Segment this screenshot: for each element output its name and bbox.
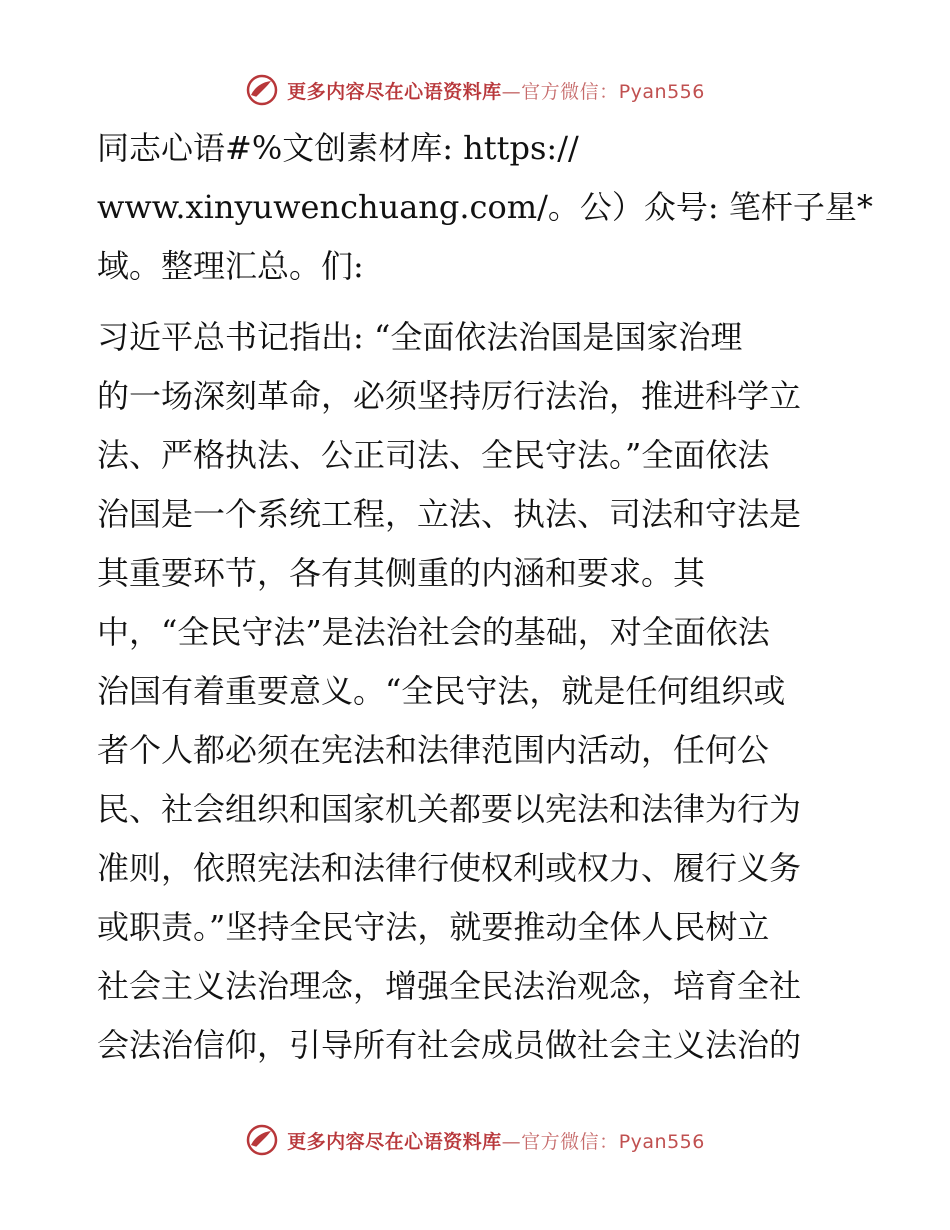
text-line: 治国是一个系统工程，立法、执法、司法和守法是 — [97, 495, 802, 533]
text-line: 民、社会组织和国家机关都要以宪法和法律为行为 — [97, 790, 802, 828]
intro-paragraph — [97, 119, 873, 296]
banner-site-text: 更多内容尽在心语资料库 — [287, 80, 502, 103]
text-line: 同志心语#%文创素材库: https:// — [97, 129, 579, 167]
text-line: 治国有着重要意义。“全民守法，就是任何组织或 — [97, 672, 786, 710]
banner-wechat-id: Pyan556 — [618, 80, 705, 103]
banner-text — [287, 77, 705, 104]
text-line: 会法治信仰，引导所有社会成员做社会主义法治的 — [97, 1026, 802, 1064]
banner-text — [287, 1127, 705, 1154]
text-line: 者个人都必须在宪法和法律范围内活动，任何公 — [97, 731, 770, 769]
text-line: 社会主义法治理念，增强全民法治观念，培育全社 — [97, 967, 802, 1005]
text-line: 习近平总书记指出: “全面依法治国是国家治理 — [97, 318, 743, 356]
text-line: 的一场深刻革命，必须坚持厉行法治，推进科学立 — [97, 377, 802, 415]
banner-official-label: 官方微信： — [521, 80, 619, 103]
text-line: 法、严格执法、公正司法、全民守法。”全面依法 — [97, 436, 770, 474]
banner-dash: — — [501, 80, 522, 103]
banner-wechat-id: Pyan556 — [618, 1130, 705, 1153]
pen-logo-icon — [245, 1123, 279, 1157]
banner-site-text: 更多内容尽在心语资料库 — [287, 1130, 502, 1153]
text-line: 中，“全民守法”是法治社会的基础，对全面依法 — [97, 613, 770, 651]
footer-banner — [0, 1120, 950, 1160]
text-line: www.xinyuwenchuang.com/。公）众号: 笔杆子星* — [97, 188, 873, 226]
text-line: 或职责。”坚持全民守法，就要推动全体人民树立 — [97, 908, 770, 946]
text-line: 准则，依照宪法和法律行使权利或权力、履行义务 — [97, 849, 802, 887]
pen-logo-icon — [245, 73, 279, 107]
body-paragraph — [97, 308, 847, 1075]
banner-dash: — — [501, 1130, 522, 1153]
banner-official-label: 官方微信： — [521, 1130, 619, 1153]
text-line: 域。整理汇总。们: — [97, 247, 364, 285]
text-line: 其重要环节，各有其侧重的内涵和要求。其 — [97, 554, 706, 592]
header-banner — [0, 70, 950, 110]
